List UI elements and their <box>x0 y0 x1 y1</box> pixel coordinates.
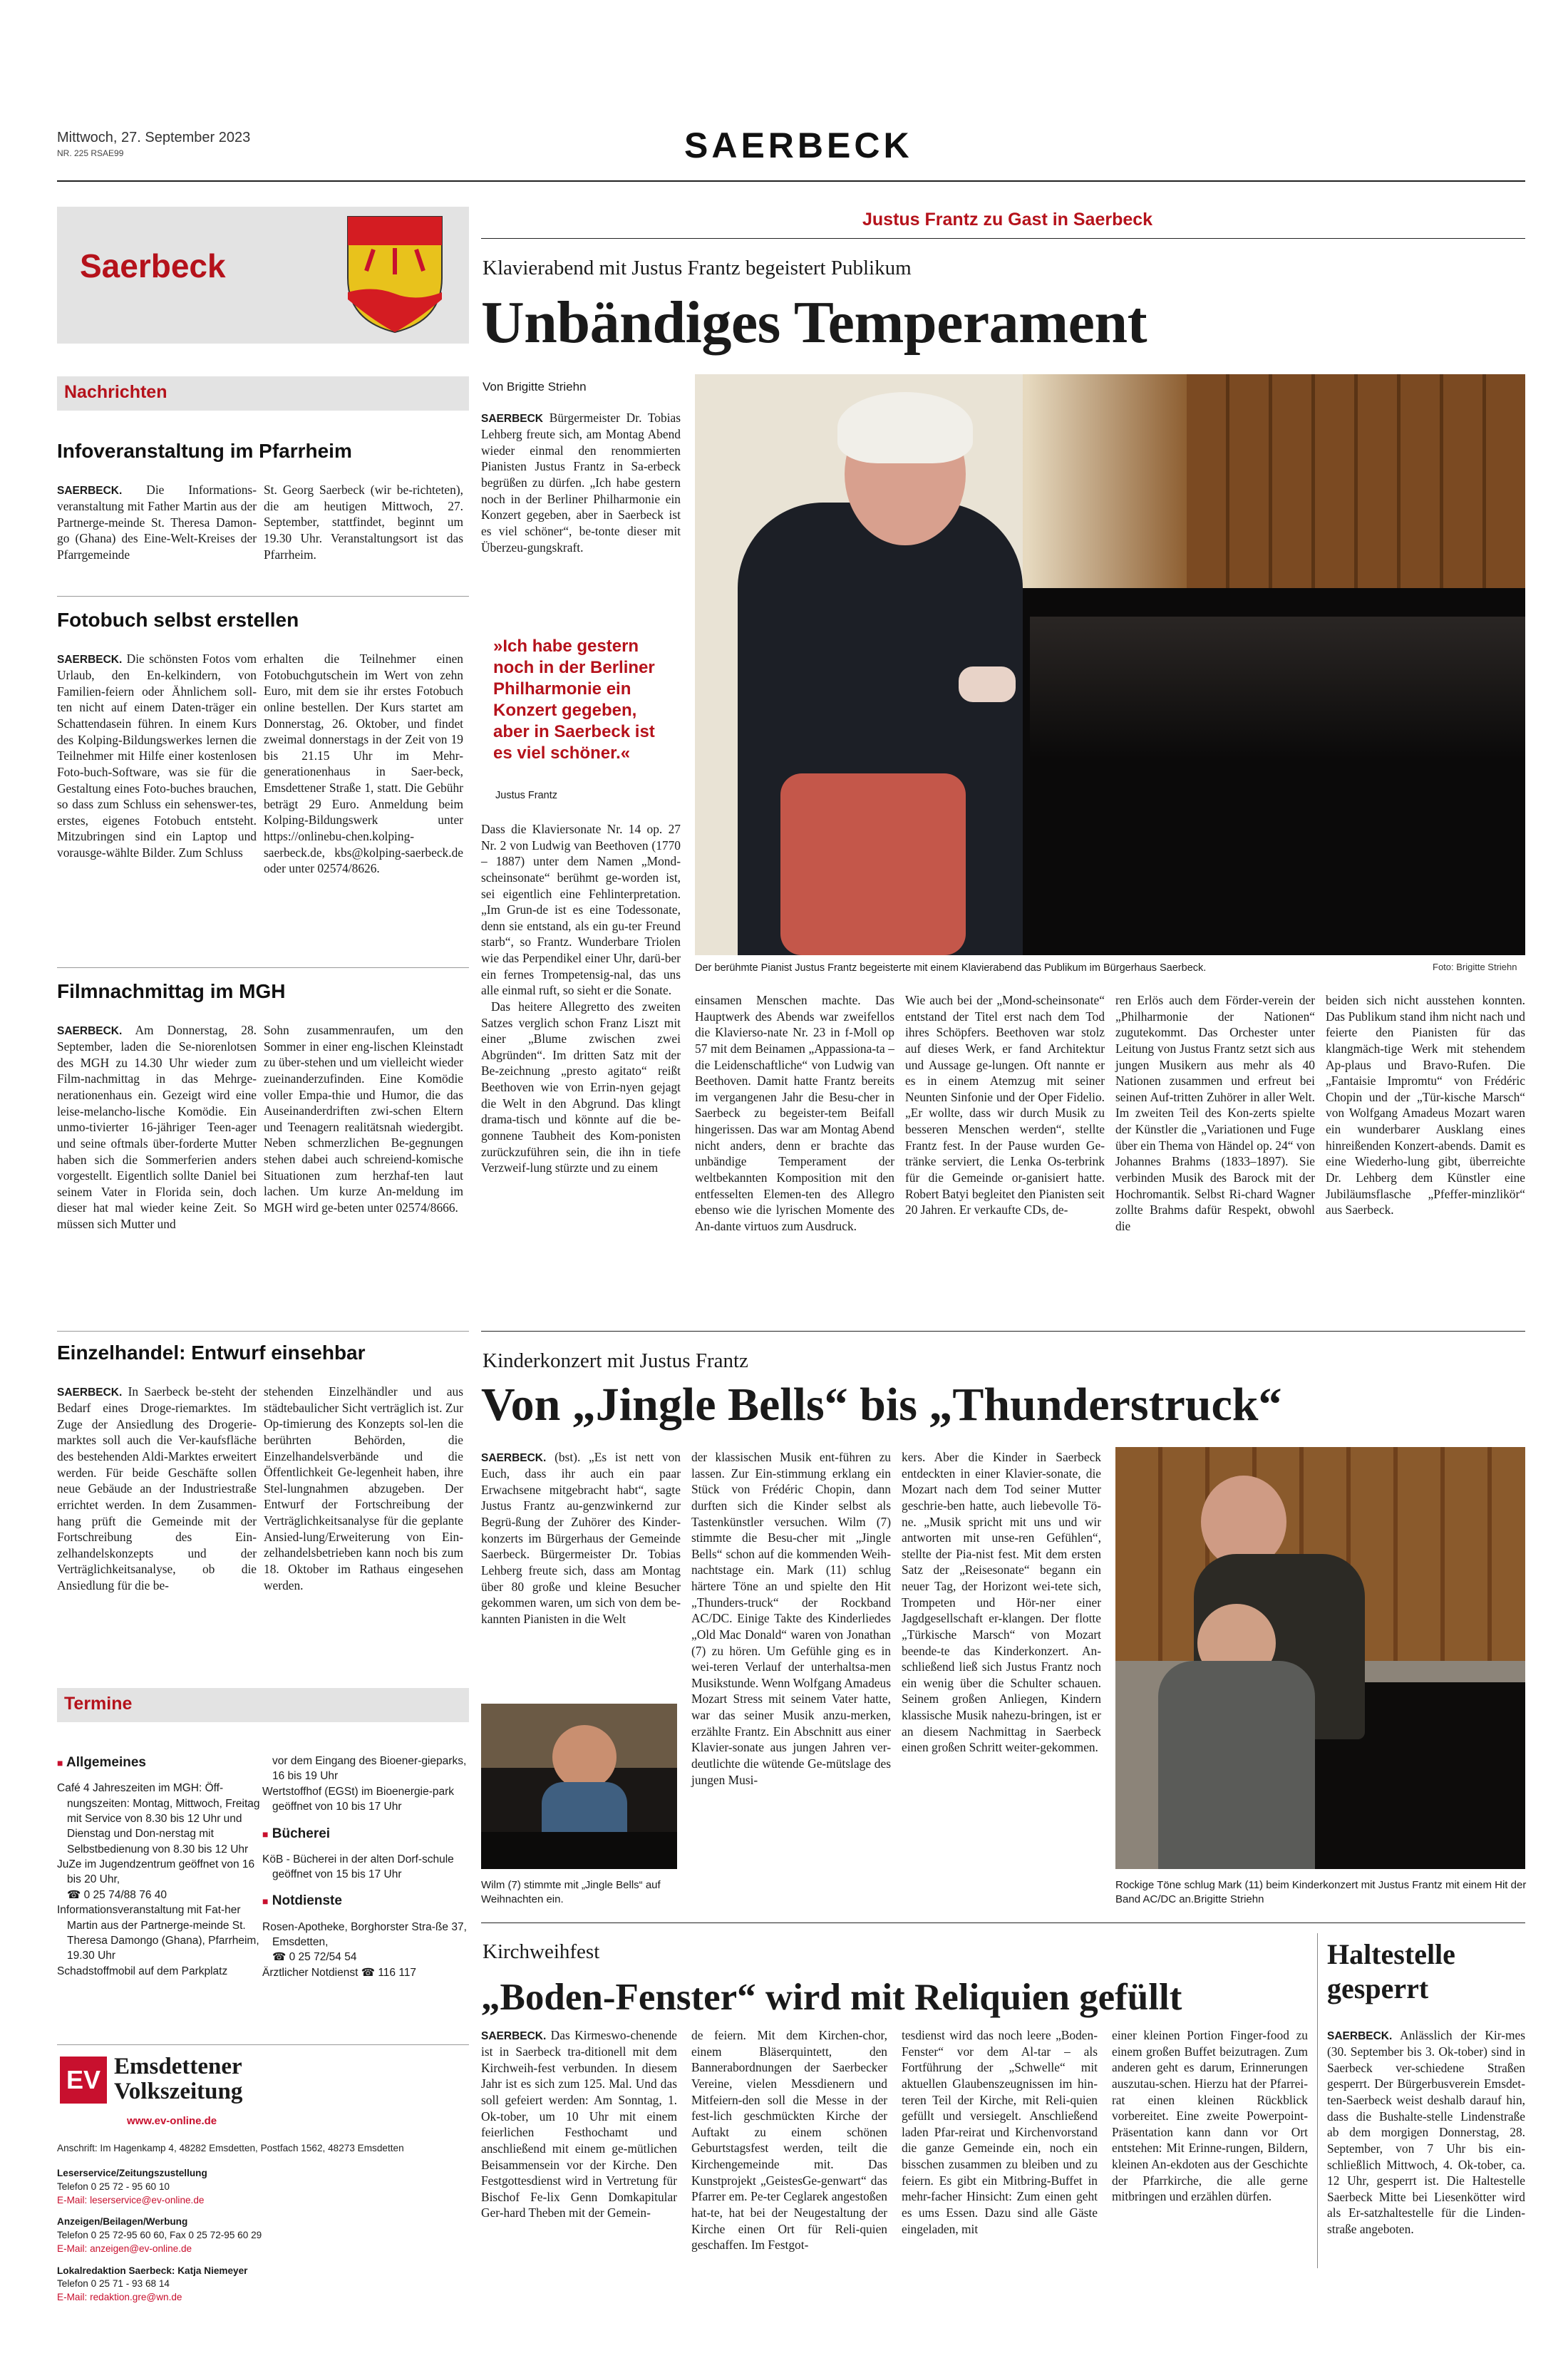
article-column <box>481 2027 677 2221</box>
divider <box>481 1331 1525 1332</box>
phone-number: 0 25 74/88 76 40 <box>83 1888 167 1901</box>
article-column <box>1115 992 1315 1234</box>
dateline: SAERBECK. <box>481 1452 547 1464</box>
divider <box>57 596 469 597</box>
article-text: Anlässlich der Kir-mes (30. September bis 3. Ok-tober) sind in Saerbeck ver-schiedene Straßen gesperrt. Der Bürgerbusverein Emsdet-ten-Saerbeck weist deshalb darauf hin, dass die Bushalte-stelle Lindenstraße ab dem morgigen Donnerstag, 28. September, von 7 Uhr bis ein-schließlich Mittwoch, 4. Ok-tober, ca. 12 Uhr, gesperrt ist. Die Haltestelle Saerbeck Mitte bei Liesenkötter wird als Er-satzhaltestelle für die Linden-straße angeboten. <box>1327 2028 1525 2237</box>
article-text: tesdienst wird das noch leere „Boden-Fenster“ vor dem Al-tar – als Fortführung der „Schwelle“ mit aktuellen Glaubenszeugnissen im hin-teren Teil der Kirche, mit Reli-quien gefüllt und versiegelt. Anschließend laden Pfar-reirat und Kirchenvorstand die ganze Gemeinde ein, noch ein bisschen zusammen zu bleiben und zu feiern. Es gibt ein Mitbring-Buffet in mehr-facher Hinsicht: Zum einen geht es ums Essen. Dazu sind alle Gäste eingeladen, mit <box>902 2028 1098 2236</box>
divider <box>57 2044 469 2045</box>
article-column <box>1112 2027 1308 2205</box>
photo-caption: Wilm (7) stimmte mit „Jingle Bells“ auf Weihnachten ein. <box>481 1879 661 1905</box>
termine-column-left: ■ Allgemeines Café 4 Jahreszeiten im MGH: Öff-nungszeiten: Montag, Mittwoch, Freitag mit Service von 8.30 bis 12 Uhr und Dienstag und Don-nerstag mit Selbstbedienung von 8.30 bis 12 Uhr JuZe im Jugendzentrum geöffnet von 16 bis 20 Uhr, ☎ 0 25 74/88 76 40 Informationsveranstaltung mit Fat-her Martin aus der Partnerge-meinde St. Theresa Damongo (Ghana), Pfarrheim, 19.30 Uhr Schadstoffmobil auf dem Parkplatz <box>57 1754 264 1979</box>
brief-column <box>264 1022 463 1216</box>
contact-heading: Leserservice/Zeitungszustellung <box>57 2168 207 2178</box>
event-entry: Informationsveranstaltung mit Fat-her Martin aus der Partnerge-meinde St. Theresa Damongo (Ghana), Pfarrheim, 19.30 Uhr <box>57 1904 259 1962</box>
divider <box>57 1331 469 1332</box>
termine-column-right: vor dem Eingang des Bioener-gieparks, 16 bis 19 Uhr Wertstoffhof (EGSt) im Bioenergie-park geöffnet von 10 bis 17 Uhr ■ Bücherei KöB - Bücherei in der alten Dorf-schule geöffnet von 15 bis 17 Uhr ■ Notdienste Rosen-Apotheke, Borghorster Stra-ße 37, Emsdetten, ☎ 0 25 72/54 54 Ärztlicher Notdienst ☎ 116 117 <box>262 1754 469 1980</box>
event-entry: Wertstoffhof (EGSt) im Bioenergie-park geöffnet von 10 bis 17 Uhr <box>262 1785 455 1813</box>
article-column <box>695 992 894 1234</box>
category-heading: Notdienste <box>272 1893 342 1909</box>
event-text: Ärztlicher Notdienst <box>262 1966 359 1979</box>
nachrichten-header: Nachrichten <box>57 376 469 411</box>
photo-caption: Der berühmte Pianist Justus Frantz begeisterte mit einem Klavierabend das Publikum im Bürgerhaus Saerbeck. <box>695 962 1207 974</box>
article-text: der klassischen Musik ent-führen zu lassen. Zur Ein-stimmung erklang ein Stück von Frédéric Chopin, dann durften sich die Kinder selbst als Tastenkünstler versuchen. Wilm (7) stimmte die Besu-cher mit „Jingle Bells“ schon auf die kommenden Weih-nachtstage ein. Mark (11) schlug härtere Töne an und spielte den Hit „Thunders-truck“ der Rockband AC/DC. Einige Takte des Kinderliedes „Old Mac Donald“ waren von Jonathan (7) zu hören. Um Gefühle ging es in wei-teren Verlauf der unterhaltsa-men Musikstunde. Wenn Wolfgang Amadeus Mozart Stress mit seinem Vater hatte, war das seiner Musik anzu-merken, erzählte Frantz. Ein Abschnitt aus einer Klavier-sonate aus jungen Jahren ver-deutlichte die wütende Ge-mütslage des jungen Musi- <box>691 1450 891 1787</box>
divider <box>1317 1933 1318 2268</box>
brief-text: stehenden Einzelhändler und aus städtebaulicher Sicht verträglich ist. Zur Op-timierung des Konzepts sol-len die berührten Behörden, die Einzelhandelsverbände und die Öffentlichkeit Ge-legenheit haben, ihre Stel-lungnahmen abzugeben. Der Entwurf der Fortschreibung der Verträglichkeitsanalyse für die geplante Ansied-lung/Erweiterung von Ein-zelhandelsbetrieben kann noch bis zum 18. Oktober im Rathaus eingesehen werden. <box>264 1384 463 1592</box>
dateline: SAERBECK <box>481 413 543 425</box>
newspaper-logo-icon: EV <box>60 2057 107 2104</box>
article-text: Dass die Klaviersonate Nr. 14 op. 27 Nr. 2 von Ludwig van Beethoven (1770 – 1887) unter dem Namen „Mond-scheinsonate“ berühmt ge-worden ist, sei eigentlich eine Fehlinterpretation. „Im Grun-de ist es eine Todessonate, denn sie entstand, als ein gu-ter Freund starb“, so Frantz. Wunderbare Triolen wie das Perpendikel einer Uhr, darü-ber ein fernes Trompetensig-nal, das uns alle einmal ruft, so sieht er die Sonate. <box>481 822 681 998</box>
headline: Von „Jingle Bells“ bis „Thunderstruck“ <box>481 1379 1282 1431</box>
event-entry: KöB - Bücherei in der alten Dorf-schule geöffnet von 15 bis 17 Uhr <box>262 1853 454 1881</box>
dateline: SAERBECK. <box>57 1025 123 1037</box>
brief-text: erhalten die Teilnehmer einen Fotobuchgutschein im Wert von zehn Euro, mit dem sie ihr erstes Fotobuch online bestellen. Der Kurs startet am Donnerstag, 26. Oktober, und findet zweimal donnerstags in der Zeit von 19 bis 21.15 Uhr im Mehr-generationenhaus in Saer-beck, Emsdettener Straße 1, statt. Die Gebühr beträgt 29 Euro. Anmeldung beim Kolping-Bildungswerk unter https://onlinebu-chen.kolping-saerbeck.de, kbs@kolping-saerbeck.de oder unter 02574/8626. <box>264 652 463 876</box>
article-column <box>481 1449 681 1627</box>
article-text: kers. Aber die Kinder in Saerbeck entdeckten in einer Klavier-sonate, die Mozart nach dem Tod seiner Mutter geschrie-ben hatte, auch liebevolle Tö-ne. „Musik spricht mit uns und wir antworten mit unse-ren Gefühlen“, stellte der Pia-nist fest. Mit dem ersten Satz der „Reisesonate“ begann ein neuer Tag, der Horizont wei-tete sich, Trompeten und Hör-ner einer Jagdgesellschaft er-klangen. Der flotte „Türkische Marsch“ von Mozart beende-te das Kinderkonzert. An-schließend ließ sich Justus Frantz noch ein wenig über die Schulter schauen. Seinem großen Anliegen, Kindern klassische Musik nahezu-bringen, ist er an diesem Nachmittag in Saerbeck einen großen Schritt weiter-gekommen. <box>902 1450 1101 1755</box>
contact-email[interactable]: E-Mail: anzeigen@ev-online.de <box>57 2243 192 2254</box>
brief-text: In Saerbeck be-steht der Bedarf eines Droge-riemarktes. Im Zuge der Ansiedlung des Drogerie-marktes soll auch die Ver-kaufsfläche des bestehenden Aldi-Marktes erweitert werden. Für beide Geschäfte sollen neue Gebäude an der Industriestraße errichtet werden. In dem Zusammen-hang prüft die Gemeinde mit der Fortschreibung des Ein-zelhandelskonzepts und der Verträglichkeitsanalyse, ob die Ansiedlung für die be- <box>57 1384 257 1593</box>
contact-heading: Lokalredaktion Saerbeck: Katja Niemeyer <box>57 2265 248 2276</box>
brief-column <box>57 482 257 563</box>
brief-text: Sohn zusammenraufen, um den Sommer in einer eng-lischen Kleinstadt zu über-stehen und um vielleicht wieder zueinanderzufinden. Eine Komödie voller Empa-thie und Humor, die das Auseinanderdriften zwi-schen Eltern und Teenagern realitätsnah wiedergibt. Neben schmerzlichen Be-gegnungen stehen dabei auch schreiend-komische Situationen zum herzhaf-ten laut lachen. Um kurze An-meldung im MGH wird ge-beten unter 02574/8666. <box>264 1023 463 1215</box>
event-entry: vor dem Eingang des Bioener-gieparks, 16 bis 19 Uhr <box>272 1755 467 1783</box>
brief-text: Am Donnerstag, 28. September, laden die Se-niorenlotsen des MGH zu 14.30 Uhr wieder zum Film-nachmittag in das Mehrge-nerationenhaus ein. Gezeigt wird eine leise-melancho-lische Komödie. Ein unmo-tivierter 16-jähriger Teen-ager und seine oftmals über-forderte Mutter haben sich die Sommerferien anders vorgestellt. Eigentlich sollte Daniel bei seinem Vater in Florida sein, doch dieser hat mal wieder keine Zeit. So müssen sich Mutter und <box>57 1023 257 1232</box>
sidebar-title: Saerbeck <box>80 247 226 284</box>
subheadline: Klavierabend mit Justus Frantz begeistert Publikum <box>483 257 912 279</box>
brief-headline: Fotobuch selbst erstellen <box>57 609 299 631</box>
edition-number: NR. 225 RSAE99 <box>57 148 124 158</box>
section-title: SAERBECK <box>684 125 913 165</box>
dateline: SAERBECK. <box>57 485 123 497</box>
dateline: SAERBECK. <box>57 1386 123 1399</box>
article-column <box>902 2027 1098 2237</box>
contact-block <box>57 2167 470 2305</box>
article-text: Das heitere Allegretto des zweiten Satzes verglich schon Franz Liszt mit einer „Blume zwischen zwei Abgründen“. Im dritten Satz mit der Be-zeichnung „presto agitato“ reißt Beethoven wie von Errin-nyen gejagt die Welt in den Abgrund. Das klingt drama-tisch und könnte auf die be-gonnene Taubheit des Kom-ponisten zurückzuführen sein, die ihn in tiefe Verzweif-lung stürzte und zu einem <box>481 999 681 1175</box>
event-entry <box>57 1857 264 1903</box>
pull-quote: »Ich habe gestern noch in der Berliner Philharmonie ein Konzert gegeben, aber in Saerbeck ist es viel schöner.« <box>493 637 655 763</box>
subheadline: Kinderkonzert mit Justus Frantz <box>483 1349 748 1372</box>
article-text: einer kleinen Portion Finger-food zu einem großen Buffet beizutragen. Zum anderen geht es darum, Erinnerungen auszutau-schen. Hierzu hat der Pfarrei-rat einen kleinen Rückblick vorbereitet. Eine zweite Powerpoint-Präsentation kann dann vor Ort entstehen: Mit Erinne-rungen, Bildern, kleinen An-ekdoten aus der Geschichte der Pfarrkirche, die alle gerne mitbringen und erzählen dürfen. <box>1112 2028 1308 2204</box>
article-column <box>1327 2027 1525 2238</box>
phone-icon: ☎ <box>67 1888 81 1901</box>
brief-text: St. Georg Saerbeck (wir be-richteten), die am heutigen Mittwoch, 27. September, stattfindet, beginnt um 19.30 Uhr. Veranstaltungsort ist das Pfarrheim. <box>264 483 463 562</box>
event-entry <box>262 1920 469 1965</box>
brief-headline: Filmnachmittag im MGH <box>57 980 286 1002</box>
brief-column <box>57 651 257 861</box>
dateline: SAERBECK. <box>57 654 123 666</box>
event-text: JuZe im Jugendzentrum geöffnet von 16 bis 20 Uhr, <box>57 1858 255 1886</box>
website-link[interactable]: www.ev-online.de <box>127 2115 217 2127</box>
brief-text: Die Informations-veranstaltung mit Father Martin aus der Partnerge-meinde St. Theresa Damon-go (Ghana) des Eine-Welt-Kreises der Pfarrgemeinde <box>57 483 257 562</box>
newspaper-name <box>114 2054 242 2104</box>
byline: Von Brigitte Striehn <box>483 380 587 393</box>
headline: Unbändiges Temperament <box>481 289 1147 356</box>
article-text: Wie auch bei der „Mond-scheinsonate“ entstand der Titel erst nach dem Tod ihres Schöpfers. Beethoven war stolz auf dieses Werk, er fand Architektur und Aussage ge-lungen. Oft nannte er es in einem Atemzug mit seiner Neunten Sinfonie und der Oper Fidelio. „Er wollte, dass wir durch Musik zu besseren Menschen werden“, stellte Frantz fest. In der Pause wurden Ge-tränke serviert, die Lenka Os-terbrink für die Gemeinde or-ganisiert hatte. Robert Batyi begleitet den Pianisten seit 20 Jahren. Er verkaufte CDs, de- <box>905 993 1105 1218</box>
brief-column <box>264 482 463 562</box>
category-heading: Allgemeines <box>66 1755 146 1770</box>
kicker: Justus Frantz zu Gast in Saerbeck <box>862 210 1153 230</box>
article-text: ren Erlös auch dem Förder-verein der „Philharmonie der Nationen“ zugutekommt. Das Orchester unter Leitung von Justus Frantz setzt sich aus jungen Musikern aus mehr als 40 Nationen zusammen und erfreut bei seinen Auf-tritten Zuhörer in aller Welt. Im zweiten Teil des Kon-zerts spielte der Künstler die „Variationen und Fuge über ein Thema von Händel op. 24“ von Johannes Brahms (1833–1897). Sie verbinden Musik des Barock mit der Hochromantik. Selbst Ri-chard Wagner zollte Brahms dafür Respekt, obwohl die <box>1115 993 1315 1233</box>
pianist-with-child-photo <box>1115 1447 1525 1869</box>
article-column <box>905 992 1105 1218</box>
event-text: Rosen-Apotheke, Borghorster Stra-ße 37, Emsdetten, <box>262 1920 467 1949</box>
event-entry <box>262 1965 469 1980</box>
brief-column <box>264 1384 463 1593</box>
article-text: beiden sich nicht ausstehen konnten. Das Publikum stand ihm nicht nach und feierte den Pianisten für das klangmäch-tige Werk mit stehendem Ap-plaus und Bravo-Rufen. Die „Fantaisie Impromtu“ von Frédéric Chopin und der „Tür-kische Marsch“ von Wolfgang Amadeus Mozart waren ein wunderbarer Ausklang eines hinreißenden Konzert-abends. Damit es eine Wiederho-lung gibt, überreichte Dr. Lehberg dem Künstler eine Jubiläumsflasche „Pfeffer-minzlikör“ aus Saerbeck. <box>1326 993 1525 1218</box>
brief-column <box>57 1022 257 1232</box>
headline: Haltestelle gesperrt <box>1327 1938 1455 2004</box>
article-column <box>481 410 681 555</box>
brief-column <box>57 1384 257 1594</box>
article-column <box>691 2027 887 2253</box>
brief-text: Die schönsten Fotos vom Urlaub, den En-kelkindern, von Familien-feiern oder Ähnlichem soll-ten nicht auf einem Daten-träger ein Schattendasein führen. In einem Kurs des Kolping-Bildungswerkes lernen die Teilnehmer mit Hilfe einer kostenlosen Foto-buch-Software, was sie für die Gestaltung eines Foto-buches brauchen, so dass zum Schluss ein sehenswer-tes, erstes, eigenes Fotobuch entsteht. Mitzubringen sind ein Laptop und vorausge-wählte Bilder. Zum Schluss <box>57 652 257 860</box>
child-piano-photo <box>481 1704 677 1869</box>
contact-phone: Telefon 0 25 71 - 93 68 14 <box>57 2278 170 2290</box>
phone-icon: ☎ <box>361 1966 376 1979</box>
date-line: Mittwoch, 27. September 2023 <box>57 130 251 145</box>
article-text: de feiern. Mit dem Kirchen-chor, einem Bläserquintett, den Bannerabordnungen der Saerbecker Vereine, vielen Messdienern und Mitfeiern-den soll die Messe in der fest-lich geschmückten Kirche der Auftakt zu einem schönen Geburtstagsfest werden, teilt die Kirchengemeinde mit. Das Kunstprojekt „GeistesGe-genwart“ das Pfarrer em. Pe-ter Ceglarek angestoßen hat-te, hat bei der Neugestaltung der Kirche einen Ort für Reli-quien geschaffen. Im Festgot- <box>691 2028 887 2253</box>
article-column <box>481 821 681 1176</box>
quote-attribution: Justus Frantz <box>495 790 558 801</box>
article-text: Bürgermeister Dr. Tobias Lehberg freute sich, am Montag Abend wieder einmal den renommierten Pianisten Justus Frantz in Sa-erbeck begrüßen zu dürfen. „Ich habe gestern noch in der Berliner Philharmonie ein Konzert gegeben, aber in Saerbeck ist es viel schöner“, be-tonte dieser mit Überzeu-gungskraft. <box>481 411 681 555</box>
category-heading: Bücherei <box>272 1826 331 1841</box>
contact-heading: Anzeigen/Beilagen/Werbung <box>57 2216 188 2228</box>
contact-email[interactable]: E-Mail: redaktion.gre@wn.de <box>57 2292 182 2302</box>
subheadline: Kirchweihfest <box>483 1940 600 1963</box>
coat-of-arms-icon <box>345 214 445 335</box>
dateline: SAERBECK. <box>481 2030 547 2042</box>
photo-caption: Rockige Töne schlug Mark (11) beim Kinderkonzert mit Justus Frantz mit einem Hit der Band AC/DC an.Brigitte Striehn <box>1115 1879 1527 1905</box>
article-column <box>902 1449 1101 1756</box>
event-entry: Café 4 Jahreszeiten im MGH: Öff-nungszeiten: Montag, Mittwoch, Freitag mit Service von 8.30 bis 12 Uhr und Dienstag und Don-nerstag mit Selbstbedienung von 8.30 bis 12 Uhr <box>57 1782 260 1855</box>
dateline: SAERBECK. <box>1327 2030 1393 2042</box>
brief-column <box>264 651 463 877</box>
headline: „Boden-Fenster“ wird mit Reliquien gefüllt <box>481 1977 1182 2018</box>
article-text: Das Kirmeswo-chenende ist in Saerbeck tra-ditionell mit dem Kirchweih-fest verbunden. In diesem Jahr ist es sich zum 125. Mal. Und das soll gefeiert werden: Am Sonntag, 1. Ok-tober, um 10 Uhr mit einem feierlichen Festhochamt und anschließend mit einem ge-mütlichen Beisammensein vor der Kirche. Den Festgottesdienst wird in Vertretung für Bischof Fe-lix Genn Domkapitular Ger-hard Theben mit der Gemein- <box>481 2028 677 2220</box>
contact-email[interactable]: E-Mail: leserservice@ev-online.de <box>57 2194 205 2205</box>
divider <box>57 967 469 968</box>
photo-credit: Foto: Brigitte Striehn <box>1433 962 1517 972</box>
phone-number: 116 117 <box>378 1966 417 1979</box>
contact-phone: Telefon 0 25 72-95 60 60, Fax 0 25 72-95 60 29 <box>57 2230 262 2240</box>
address: Anschrift: Im Hagenkamp 4, 48282 Emsdetten, Postfach 1562, 48273 Emsdetten <box>57 2143 404 2153</box>
brief-headline: Einzelhandel: Entwurf einsehbar <box>57 1342 366 1364</box>
divider <box>481 238 1525 239</box>
article-column <box>691 1449 891 1788</box>
termine-header: Termine <box>57 1688 469 1722</box>
event-entry: Schadstoffmobil auf dem Parkplatz <box>57 1965 228 1977</box>
article-text: einsamen Menschen machte. Das Hauptwerk des Abends war zweifellos die Klavierso-nate Nr. 23 in f-Moll op 57 mit dem Beinamen „Appassiona-ta – die Leidenschaftliche“ von Ludwig van Beethoven. Damit hatte Frantz bereits im vergangenen Jahr die Besu-cher in Saerbeck zu begeister-tem Beifall hingerissen. Das war am Montag Abend nicht anders, denn er brachte das unbändige Temperament der weltbekannten Komposition mit den entfesselten Elemen-ten des Allegro ebenso wie die lyrischen Momente des An-dante virtuos zum Ausdruck. <box>695 993 894 1233</box>
newspaper-name-line: Emsdettener <box>114 2054 242 2079</box>
article-text: (bst). „Es ist nett von Euch, dass ihr auch ein paar Erwachsene mitgebracht habt“, sagte Justus Frantz au-genzwinkernd zur Begrü-ßung der Zuhörer des Kinder-konzerts im Bürgerhaus der Gemeinde Saerbeck. Bürgermeister Dr. Tobias Lehberg freute sich, dass am Montag über 80 große und kleine Besucher gekommen waren, um sich von dem be-kannten Pianisten in die Welt <box>481 1450 681 1626</box>
contact-phone: Telefon 0 25 72 - 95 60 10 <box>57 2181 170 2192</box>
phone-icon: ☎ <box>272 1951 287 1964</box>
pianist-photo <box>695 374 1525 955</box>
brief-headline: Infoveranstaltung im Pfarrheim <box>57 440 352 462</box>
phone-number: 0 25 72/54 54 <box>289 1951 357 1964</box>
newspaper-name-line: Volkszeitung <box>114 2078 243 2104</box>
masthead-rule <box>57 180 1525 182</box>
article-column <box>1326 992 1525 1218</box>
